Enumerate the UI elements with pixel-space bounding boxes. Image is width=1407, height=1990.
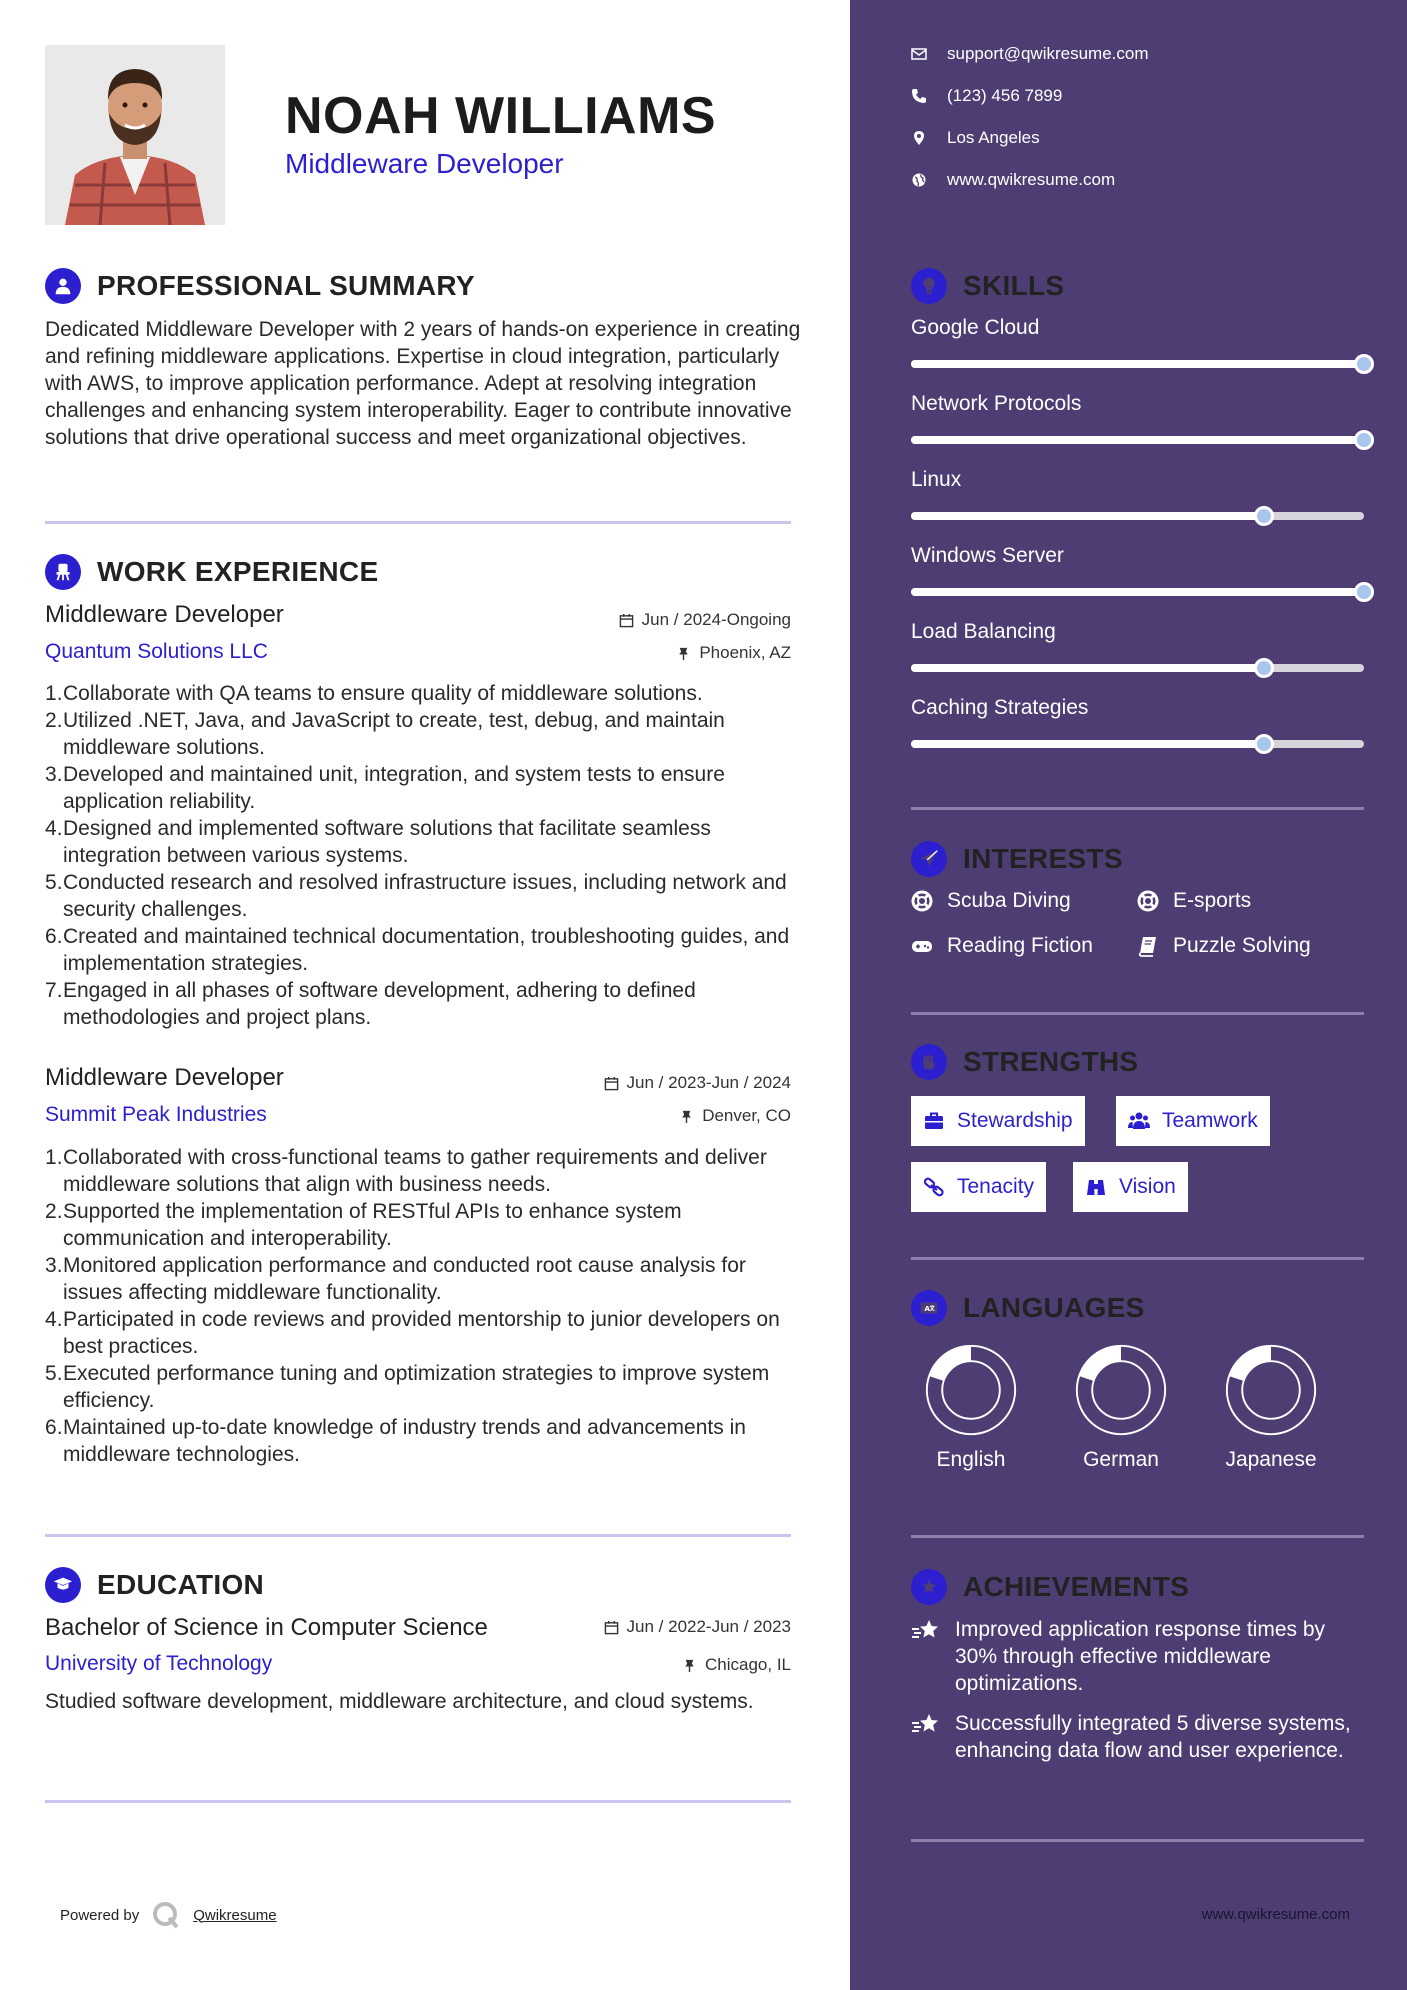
strength-tag — [911, 1162, 1046, 1212]
profile-photo — [45, 45, 225, 225]
education-header — [45, 1567, 264, 1603]
experience-title: WORK EXPERIENCE — [97, 556, 379, 587]
map-marker-icon — [911, 130, 927, 146]
strength-tag — [911, 1096, 1085, 1146]
strength-label: Tenacity — [957, 1175, 1035, 1198]
job-date-text: Jun / 2023-Jun / 2024 — [626, 1073, 791, 1092]
strengths-title: STRENGTHS — [963, 1046, 1139, 1077]
star-icon — [911, 1618, 941, 1646]
life-ring-icon — [1137, 890, 1159, 912]
interest-item — [1137, 889, 1251, 913]
powered-by-label: Powered by — [60, 1906, 140, 1924]
qwikresume-link[interactable]: Qwikresume — [193, 1906, 277, 1924]
list-item: Created and maintained technical documentation, troubleshooting guides, and implementation strategies. — [63, 925, 790, 975]
achievement-item — [911, 1710, 1364, 1764]
section-divider — [911, 1535, 1364, 1538]
calendar-icon — [604, 1076, 619, 1091]
experience-header — [45, 554, 378, 590]
job-company: Summit Peak Industries — [45, 1103, 267, 1126]
school: University of Technology — [45, 1652, 273, 1675]
list-item: Executed performance tuning and optimization strategies to improve system efficiency. — [63, 1362, 770, 1412]
strength-label: Stewardship — [957, 1109, 1073, 1132]
achievements-header — [911, 1569, 1189, 1605]
interest-label: E-sports — [1173, 889, 1252, 912]
list-item: Designed and implemented software solutions that facilitate seamless integration between various systems. — [63, 817, 711, 867]
skill-label: Load Balancing — [911, 620, 1056, 643]
skill-level-knob — [1354, 582, 1374, 602]
language-name: English — [936, 1448, 1006, 1471]
section-divider — [45, 521, 791, 524]
education-location-text: Chicago, IL — [705, 1655, 791, 1674]
achievement-text: Improved application response times by 30% through effective middleware optimizations. — [955, 1618, 1326, 1695]
languages-header — [911, 1290, 1145, 1326]
list-item: Engaged in all phases of software development, adhering to defined methodologies and project plans. — [63, 979, 696, 1029]
star-badge-icon — [911, 1569, 947, 1605]
interest-label: Scuba Diving — [947, 889, 1071, 912]
achievement-text: Successfully integrated 5 diverse systems, enhancing data flow and user experience. — [955, 1712, 1351, 1762]
strength-tag — [1073, 1162, 1188, 1212]
contact-phone[interactable] — [911, 86, 1062, 106]
graduate-icon — [45, 1567, 81, 1603]
education-title: EDUCATION — [97, 1569, 265, 1600]
footer-website[interactable]: www.qwikresume.com — [1201, 1906, 1350, 1923]
section-divider — [45, 1534, 791, 1537]
section-divider — [911, 807, 1364, 810]
achievement-item — [911, 1616, 1364, 1697]
list-item: Utilized .NET, Java, and JavaScript to create, test, debug, and maintain middleware solutions. — [63, 709, 725, 759]
interest-item — [1137, 934, 1311, 958]
list-item: Monitored application performance and conducted root cause analysis for issues affecting middleware functionality. — [63, 1254, 746, 1304]
job-location — [679, 1106, 791, 1126]
language-item — [911, 1342, 1031, 1472]
summary-text: Dedicated Middleware Developer with 2 years of hands-on experience in creating and refining middleware applications. Expertise in cloud integration, particularly with AWS, to improve application performance. Adept at resolving integration challenges and enhancing system interoperability. Eager to contribute innovative solutions that drive operational success and meet organizational objectives. — [45, 318, 801, 449]
education-date-text: Jun / 2022-Jun / 2023 — [626, 1617, 791, 1636]
skill-bar-fill — [911, 664, 1264, 672]
section-divider — [911, 1839, 1364, 1842]
qwikresume-logo-icon — [151, 1900, 181, 1930]
language-donut — [1073, 1342, 1169, 1438]
job-date — [604, 1073, 791, 1093]
job-date-text: Jun / 2024-Ongoing — [641, 610, 791, 629]
powered-by — [60, 1900, 277, 1930]
link-icon — [923, 1176, 945, 1198]
degree: Bachelor of Science in Computer Science — [45, 1614, 488, 1641]
skill-bar — [911, 360, 1364, 368]
interest-item — [911, 889, 1071, 913]
contact-location — [911, 128, 1040, 148]
strength-label: Vision — [1119, 1175, 1176, 1198]
lightbulb-icon — [911, 268, 947, 304]
skill-bar-fill — [911, 436, 1364, 444]
list-item: Maintained up-to-date knowledge of industry trends and advancements in middleware technologies. — [63, 1416, 746, 1466]
strength-label: Teamwork — [1162, 1109, 1258, 1132]
strengths-header — [911, 1044, 1138, 1080]
list-item: Collaborate with QA teams to ensure quality of middleware solutions. — [63, 682, 703, 705]
interest-label: Puzzle Solving — [1173, 934, 1311, 957]
life-ring-icon — [911, 890, 933, 912]
education-date — [604, 1617, 791, 1637]
job-role: Middleware Developer — [45, 1064, 284, 1091]
achievements-title: ACHIEVEMENTS — [963, 1571, 1190, 1602]
calendar-icon — [604, 1620, 619, 1635]
binoculars-icon — [1085, 1176, 1107, 1198]
job-duties — [45, 1144, 805, 1468]
language-item — [1211, 1342, 1331, 1472]
job-role: Middleware Developer — [45, 601, 284, 628]
skill-bar — [911, 512, 1364, 520]
language-icon — [911, 1290, 947, 1326]
chair-icon — [45, 554, 81, 590]
users-icon — [1128, 1110, 1150, 1132]
envelope-icon — [911, 46, 927, 62]
book-icon — [1137, 935, 1159, 957]
interest-item — [911, 934, 1093, 958]
section-divider — [911, 1257, 1364, 1260]
candidate-name: NOAH WILLIAMS — [285, 87, 717, 145]
skill-bar — [911, 740, 1364, 748]
skill-bar-fill — [911, 740, 1264, 748]
section-divider — [45, 1800, 791, 1803]
skill-label: Network Protocols — [911, 392, 1082, 415]
user-icon — [45, 268, 81, 304]
skill-level-knob — [1354, 354, 1374, 374]
skill-bar-fill — [911, 512, 1264, 520]
skill-level-knob — [1354, 430, 1374, 450]
skills-header — [911, 268, 1064, 304]
phone-text: (123) 456 7899 — [947, 86, 1063, 105]
language-name: Japanese — [1225, 1448, 1317, 1471]
skill-bar — [911, 436, 1364, 444]
section-divider — [911, 1012, 1364, 1015]
education-description: Studied software development, middleware architecture, and cloud systems. — [45, 1690, 754, 1713]
calendar-icon — [619, 613, 634, 628]
candidate-title: Middleware Developer — [285, 148, 564, 179]
phone-icon — [911, 88, 927, 104]
pin-icon — [682, 1658, 697, 1673]
skill-bar — [911, 664, 1364, 672]
summary-header — [45, 268, 475, 304]
language-name: German — [1083, 1448, 1159, 1471]
skill-bar-fill — [911, 588, 1364, 596]
paper-plane-icon — [911, 841, 947, 877]
skill-label: Caching Strategies — [911, 696, 1089, 719]
svg-text:A: A — [924, 1304, 931, 1314]
skill-label: Linux — [911, 468, 962, 491]
job-duties — [45, 680, 805, 1031]
job-location-text: Denver, CO — [702, 1106, 791, 1125]
fist-icon — [911, 1044, 947, 1080]
contact-email[interactable] — [911, 44, 1149, 64]
list-item: Conducted research and resolved infrastructure issues, including network and security challenges. — [63, 871, 787, 921]
contact-website[interactable] — [911, 170, 1115, 190]
list-item: Participated in code reviews and provided mentorship to junior developers on best practices. — [63, 1308, 780, 1358]
skill-bar — [911, 588, 1364, 596]
pin-icon — [679, 1109, 694, 1124]
job-location — [676, 643, 791, 663]
job-company: Quantum Solutions LLC — [45, 640, 268, 663]
list-item: Supported the implementation of RESTful APIs to enhance system communication and interoperability. — [63, 1200, 682, 1250]
summary-title: PROFESSIONAL SUMMARY — [97, 270, 475, 301]
language-donut — [923, 1342, 1019, 1438]
website-text: www.qwikresume.com — [947, 170, 1116, 189]
interests-title: INTERESTS — [963, 843, 1123, 874]
job-location-text: Phoenix, AZ — [699, 643, 791, 662]
briefcase-icon — [923, 1110, 945, 1132]
job-date — [619, 610, 791, 630]
star-icon — [911, 1712, 941, 1740]
education-location — [682, 1655, 791, 1675]
strength-tag — [1116, 1096, 1270, 1146]
language-item — [1061, 1342, 1181, 1472]
email-text: support@qwikresume.com — [947, 44, 1149, 63]
gamepad-icon — [911, 935, 933, 957]
language-donut — [1223, 1342, 1319, 1438]
location-text: Los Angeles — [947, 128, 1040, 147]
skill-label: Windows Server — [911, 544, 1064, 567]
pin-icon — [676, 646, 691, 661]
skill-bar-fill — [911, 360, 1364, 368]
list-item: Developed and maintained unit, integration, and system tests to ensure application reliability. — [63, 763, 725, 813]
skills-title: SKILLS — [963, 270, 1065, 301]
languages-title: LANGUAGES — [963, 1292, 1145, 1323]
list-item: Collaborated with cross-functional teams to gather requirements and deliver middleware solutions that align with business needs. — [63, 1146, 767, 1196]
interests-header — [911, 841, 1123, 877]
globe-icon — [911, 172, 927, 188]
skill-label: Google Cloud — [911, 316, 1040, 339]
interest-label: Reading Fiction — [947, 934, 1093, 957]
